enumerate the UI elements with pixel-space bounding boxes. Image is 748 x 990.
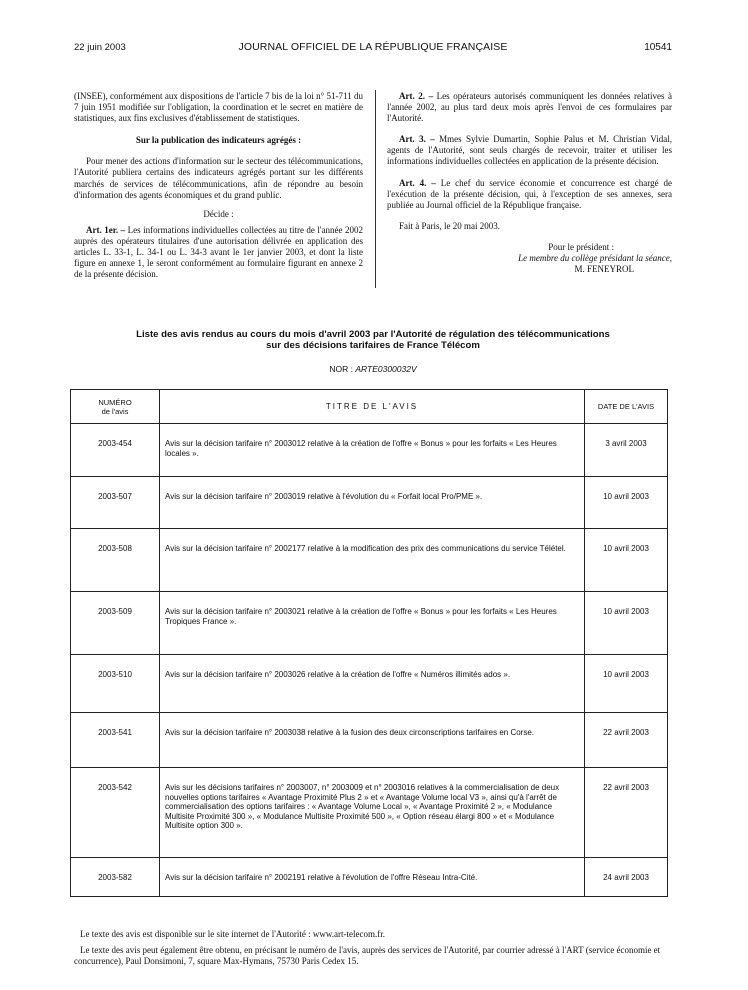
header-number-line-2: de l'avis (101, 406, 129, 416)
avis-date: 24 avril 2003 (585, 858, 668, 897)
header-date: DATE DE L'AVIS (585, 390, 668, 424)
table-row (71, 768, 668, 858)
avis-title: Avis sur la décision tarifaire n° 2002191 relative à l'évolution de l'offre Réseau Intra-Cité. (160, 858, 585, 897)
avis-date: 10 avril 2003 (585, 477, 668, 529)
avis-date: 10 avril 2003 (585, 529, 668, 592)
article-2-text: Les opérateurs autorisés communiquent les données relatives à l'année 2002, au plus tard deux mois après l'envoi de ces formulaires par l'Autorité. (387, 91, 672, 124)
table-row (71, 529, 668, 592)
decide-heading: Décide : (203, 208, 234, 219)
article-1-label: Art. 1er. – (86, 224, 126, 235)
avis-date: 3 avril 2003 (585, 424, 668, 477)
avis-date: 22 avril 2003 (585, 768, 668, 858)
avis-date: 10 avril 2003 (585, 655, 668, 713)
right-column (387, 91, 672, 275)
nor-label: NOR : (329, 364, 353, 374)
section-title: Sur la publication des indicateurs agrégés : (135, 135, 302, 146)
avis-title: Avis sur la décision tarifaire n° 2003012 relative à la création de l'offre « Bonus » pour les forfaits « Les Heures locales ». (160, 424, 585, 477)
journal-title: JOURNAL OFFICIEL DE LA RÉPUBLIQUE FRANÇAISE (238, 41, 508, 53)
avis-number: 2003-454 (71, 424, 160, 477)
article-1 (74, 225, 363, 280)
table-row (71, 424, 668, 477)
table-row (71, 713, 668, 768)
article-4-text: Le chef du service économie et concurrence est chargé de l'exécution de la présente décision, qui, à l'exception de ses annexes, sera publiée au Journal officiel de la République française. (387, 177, 672, 210)
article-4-label: Art. 4. – (399, 177, 436, 188)
article-3-label: Art. 3. – (399, 134, 435, 145)
avis-number: 2003-507 (71, 477, 160, 529)
avis-title: Avis sur la décision tarifaire n° 2003019 relative à l'évolution du « Forfait local Pro/PME ». (160, 477, 585, 529)
left-column (74, 91, 363, 280)
article-3-text: Mmes Sylvie Dumartin, Sophie Palus et M. Christian Vidal, agents de l'Autorité, sont seuls chargés de recevoir, traiter et utiliser les informations individuelles collectées en application de la présente décision. (387, 134, 672, 167)
nor-value: ARTE0300032V (355, 364, 417, 374)
table-header-row (71, 390, 668, 424)
column-divider (375, 90, 376, 288)
intro-paragraph: (INSEE), conformément aux dispositions de l'article 7 bis de la loi n° 51-711 du 7 juin 1951 modifiée sur l'obligation, la coordination et le secret en matière de statistiques, aux fins exclusives d'établissement de statistiques. (74, 91, 363, 124)
avis-number: 2003-510 (71, 655, 160, 713)
section-paragraph: Pour mener des actions d'information sur le secteur des télécommunications, l'Autorité publiera certains des indicateurs agrégés portant sur les différents marchés de services de télécommunications, afin de répondre au besoin d'information des agents économiques et du grand public. (74, 156, 363, 200)
article-4 (387, 178, 672, 211)
table-row (71, 477, 668, 529)
avis-date: 22 avril 2003 (585, 713, 668, 768)
avis-number: 2003-542 (71, 768, 160, 858)
done-at: Fait à Paris, le 20 mai 2003. (399, 220, 500, 231)
avis-number: 2003-508 (71, 529, 160, 592)
avis-date: 10 avril 2003 (585, 592, 668, 655)
article-3 (387, 134, 672, 167)
avis-title: Avis sur la décision tarifaire n° 2003021 relative à la création de l'offre « Bonus » pour les forfaits « Les Heures Tropiques France ». (160, 592, 585, 655)
avis-number: 2003-541 (71, 713, 160, 768)
avis-number: 2003-509 (71, 592, 160, 655)
header-number-line-1: NUMÉRO (98, 397, 132, 407)
table-row (71, 655, 668, 713)
list-title (74, 330, 672, 351)
avis-title: Avis sur la décision tarifaire n° 2002177 relative à la modification des prix des communications du service Télétel. (160, 529, 585, 592)
article-1-text: Les informations individuelles collectées au titre de l'année 2002 auprès des opérateurs titulaires d'une autorisation délivrée en application des articles L. 33-1, L. 34-1 ou L. 34-3 avant le 1er janvier 2003, et dont la liste figure en annexe 1, le seront conformément au formulaire figurant en annexe 2 de la présente décision. (74, 224, 363, 280)
list-title-line-1: Liste des avis rendus au cours du mois d'avril 2003 par l'Autorité de régulation des télécommunications (136, 329, 610, 340)
table-row (71, 592, 668, 655)
footer-note-1: Le texte des avis est disponible sur le site internet de l'Autorité : www.art-telecom.fr. (80, 929, 385, 939)
header-number (71, 390, 160, 424)
footer-note-2: Le texte des avis peut également être obtenu, en précisant le numéro de l'avis, auprès des services de l'Autorité, par courrier adressé à l'ART (service économie et concurrence), Paul Donsimoni, 7, square Max-Hymans, 75730 Paris Cedex 15. (74, 945, 661, 966)
list-title-line-2: sur des décisions tarifaires de France Télécom (266, 339, 480, 351)
avis-title: Avis sur les décisions tarifaires n° 2003007, n° 2003009 et n° 2003016 relatives à la commercialisation de deux nouvelles options tarifaires « Avantage Proximité Plus 2 » et « Avantage Volume local V3 », ainsi qu'à l'arrêt de commercialisation des options tarifaires : « Avantage Volume Local », « Avantage Proximité 2 », « Modulance Multisite Proximité 300 », « Modulance Multisite Proximité 500 », « Option réseau élargi 800 » et « Modulance Multisite option 300 ». (160, 768, 585, 858)
avis-number: 2003-582 (71, 858, 160, 897)
member-line (387, 253, 672, 264)
avis-table (70, 389, 668, 897)
issue-date: 22 juin 2003 (74, 42, 126, 53)
avis-title: Avis sur la décision tarifaire n° 2003026 relative à la création de l'offre « Numéros illimités ados ». (160, 655, 585, 713)
for-president: Pour le président : (548, 241, 614, 252)
avis-title: Avis sur la décision tarifaire n° 2003038 relative à la fusion des deux circonscriptions tarifaires en Corse. (160, 713, 585, 768)
member-text: Le membre du collège présidant la séance, (518, 253, 672, 264)
article-2 (387, 91, 672, 124)
signatory: M. FENEYROL (574, 264, 634, 275)
nor-reference (74, 364, 672, 374)
table-row (71, 858, 668, 897)
article-2-label: Art. 2. – (399, 91, 434, 101)
header-title: TITRE DE L'AVIS (160, 390, 585, 424)
page-number: 10541 (644, 42, 672, 53)
page-header (74, 40, 672, 56)
